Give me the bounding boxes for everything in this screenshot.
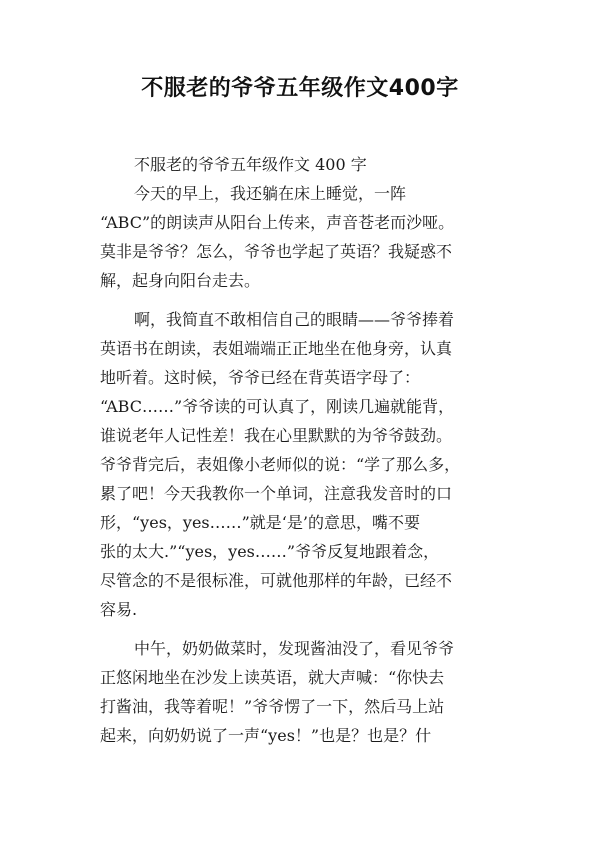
text-line: “ABC”的朗读声从阳台上传来，声音苍老而沙哑。 bbox=[100, 213, 455, 232]
text-line: 不服老的爷爷五年级作文 400 字 bbox=[134, 155, 367, 174]
text-line: 啊，我简直不敢相信自己的眼睛——爷爷捧着 bbox=[134, 310, 455, 329]
text-line: “ABC……”爷爷读的可认真了，刚读几遍就能背， bbox=[100, 397, 455, 416]
text-line: 解，起身向阳台走去。 bbox=[100, 271, 261, 290]
document-title: 不服老的爷爷五年级作文400字 bbox=[141, 76, 459, 101]
text-line: 打酱油，我等着呢！”爷爷愣了一下，然后马上站 bbox=[100, 697, 445, 716]
text-line: 爷爷背完后，表姐像小老师似的说：“学了那么多， bbox=[100, 455, 461, 474]
text-line: 形，“yes，yes……”就是‘是’的意思，嘴不要 bbox=[100, 513, 420, 532]
text-line: 容易. bbox=[100, 600, 138, 619]
text-line: 累了吧！今天我教你一个单词，注意我发音时的口 bbox=[100, 484, 453, 503]
text-line: 张的太大.”“yes，yes……”爷爷反复地跟着念， bbox=[100, 542, 440, 561]
text-line: 尽管念的不是很标准，可就他那样的年龄，已经不 bbox=[100, 571, 453, 590]
text-line: 莫非是爷爷？怎么，爷爷也学起了英语？我疑惑不 bbox=[100, 242, 453, 261]
text-line: 中午，奶奶做菜时，发现酱油没了，看见爷爷 bbox=[134, 639, 455, 658]
text-line: 今天的早上，我还躺在床上睡觉，一阵 bbox=[134, 184, 407, 203]
paragraph-3 bbox=[100, 634, 510, 750]
paragraph-1 bbox=[100, 179, 510, 295]
text-line: 英语书在朗读，表姐端端正正地坐在他身旁，认真 bbox=[100, 339, 453, 358]
text-line: 正悠闲地坐在沙发上读英语，就大声喊：“你快去 bbox=[100, 668, 445, 687]
text-line: 地听着。这时候，爷爷已经在背英语字母了： bbox=[100, 368, 421, 387]
text-line: 谁说老年人记性差！我在心里默默的为爷爷鼓劲。 bbox=[100, 426, 453, 445]
document-body bbox=[100, 150, 510, 750]
text-line: 起来，向奶奶说了一声“yes！”也是？也是？什 bbox=[100, 726, 432, 745]
paragraph-heading-repeat bbox=[100, 150, 510, 179]
paragraph-2 bbox=[100, 305, 510, 624]
